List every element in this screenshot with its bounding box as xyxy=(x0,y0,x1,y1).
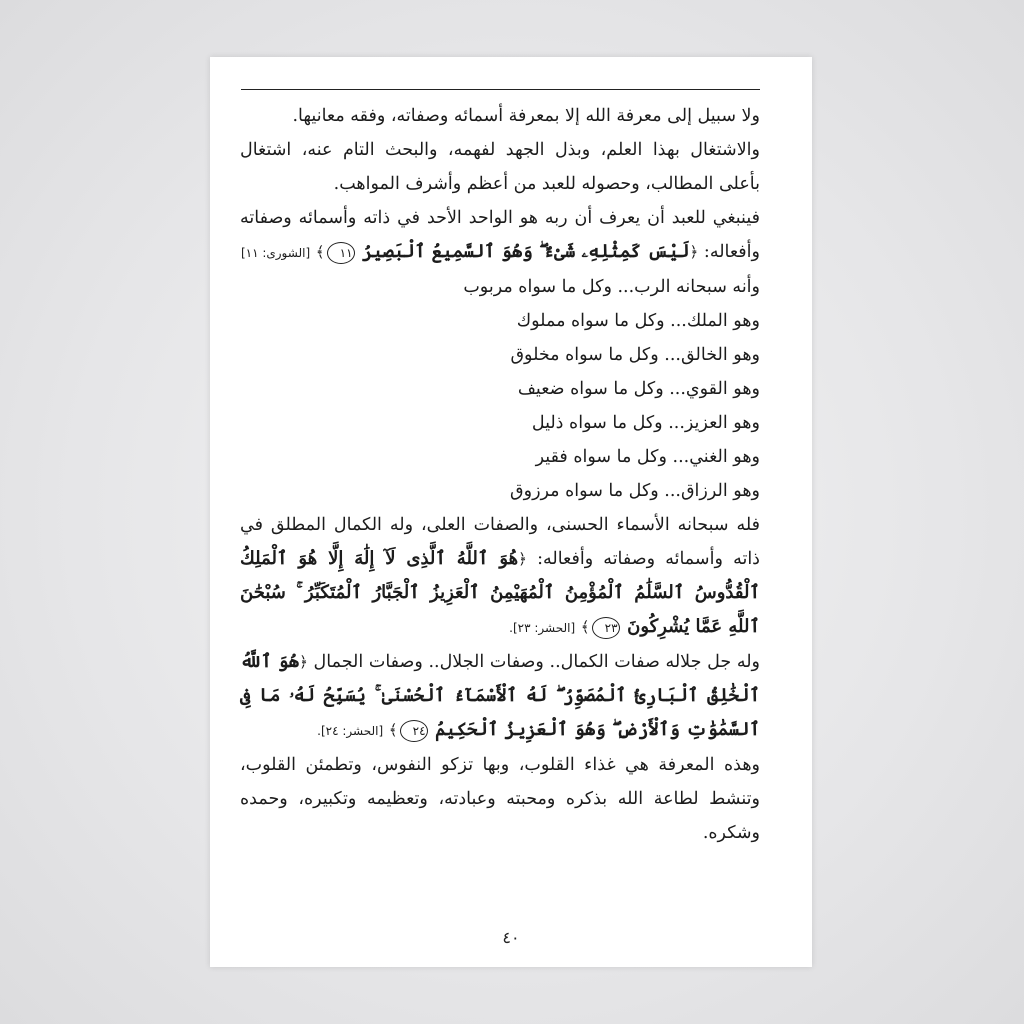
verse-open-bracket: ﴿ xyxy=(299,653,308,671)
header-rule xyxy=(241,89,760,90)
verse-reference: [الحشر: ٢٣]. xyxy=(509,621,576,635)
list-item: وهو الملك... وكل ما سواه مملوك xyxy=(516,311,760,331)
verse-close-bracket: ﴾ xyxy=(315,243,325,261)
verse-shura-11: لَيْسَ كَمِثْلِهِۦ شَىْءٌ ۖ وَهُوَ ٱلسَّمِيعُ ٱلْبَصِيرُ xyxy=(362,241,690,262)
list-item: وهو الرزاق... وكل ما سواه مرزوق xyxy=(510,481,760,501)
paragraph-6: وهذه المعرفة هي غذاء القلوب، وبها تزكو النفوس، وتطمئن القلوب، وتنشط لطاعة الله بذكره ومحبته وعبادته، وتعظيمه وتكبيره، وحمده وشكره. xyxy=(240,755,760,843)
page-number: ٤٠ xyxy=(502,928,520,947)
list-item: وهو الغني... وكل ما سواه فقير xyxy=(535,447,760,467)
paragraph-4-text: فله سبحانه الأسماء الحسنى، والصفات العلى، وله الكمال المطلق في ذاته وأسمائه وصفاته وأفعاله: xyxy=(240,515,760,569)
verse-open-bracket: ﴿ xyxy=(689,243,699,261)
ayah-number-marker: ٢٣ xyxy=(592,617,620,639)
page-body xyxy=(240,99,760,850)
ayah-number-marker: ٢٤ xyxy=(400,720,428,742)
verse-reference: [الشورى: ١١] xyxy=(240,246,311,260)
verse-open-bracket: ﴿ xyxy=(518,550,527,568)
paragraph-3 xyxy=(240,201,760,270)
verse-hashr-24: هُوَ ٱللَّهُ ٱلْخَٰلِقُ ٱلْبَارِئُ ٱلْمُصَوِّرُ ۖ لَهُ ٱلْأَسْمَآءُ ٱلْحُسْنَىٰ ۚ يُسَبِّحُ لَهُۥ مَا فِى ٱلسَّمَٰوَٰتِ وَٱلْأَرْضِ ۖ وَهُوَ ٱلْعَزِيزُ ٱلْحَكِيمُ xyxy=(240,651,760,740)
ayah-number-marker: ١١ xyxy=(327,242,355,264)
paragraph-5-text: وله جل جلاله صفات الكمال.. وصفات الجلال.. وصفات الجمال xyxy=(313,652,760,672)
list-item: وهو الخالق... وكل ما سواه مخلوق xyxy=(510,345,760,365)
verse-close-bracket: ﴾ xyxy=(388,721,398,739)
list-item: وهو القوي... وكل ما سواه ضعيف xyxy=(517,379,760,399)
paragraph-3-text: فينبغي للعبد أن يعرف أن ربه هو الواحد الأحد في ذاته وأسمائه وصفاته وأفعاله: xyxy=(240,208,760,262)
list-item: وهو العزيز... وكل ما سواه ذليل xyxy=(531,413,760,433)
paragraph-1: ولا سبيل إلى معرفة الله إلا بمعرفة أسمائه وصفاته، وفقه معانيها. xyxy=(292,106,760,126)
book-page xyxy=(210,57,812,967)
paragraph-2: والاشتغال بهذا العلم، وبذل الجهد لفهمه، والبحث التام عنه، اشتغال بأعلى المطالب، وحصوله للعبد من أعظم وأشرف المواهب. xyxy=(240,140,760,194)
paragraph-5 xyxy=(240,645,760,748)
verse-reference: [الحشر: ٢٤]. xyxy=(317,724,384,738)
paragraph-4 xyxy=(240,508,760,645)
list-item: وأنه سبحانه الرب... وكل ما سواه مربوب xyxy=(463,277,760,297)
verse-hashr-23: هُوَ ٱللَّهُ ٱلَّذِى لَآ إِلَٰهَ إِلَّا هُوَ ٱلْمَلِكُ ٱلْقُدُّوسُ ٱلسَّلَٰمُ ٱلْمُؤْمِنُ ٱلْمُهَيْمِنُ ٱلْعَزِيزُ ٱلْجَبَّارُ ٱلْمُتَكَبِّرُ ۚ سُبْحَٰنَ ٱللَّهِ عَمَّا يُشْرِكُونَ xyxy=(240,548,760,637)
verse-close-bracket: ﴾ xyxy=(580,618,590,636)
